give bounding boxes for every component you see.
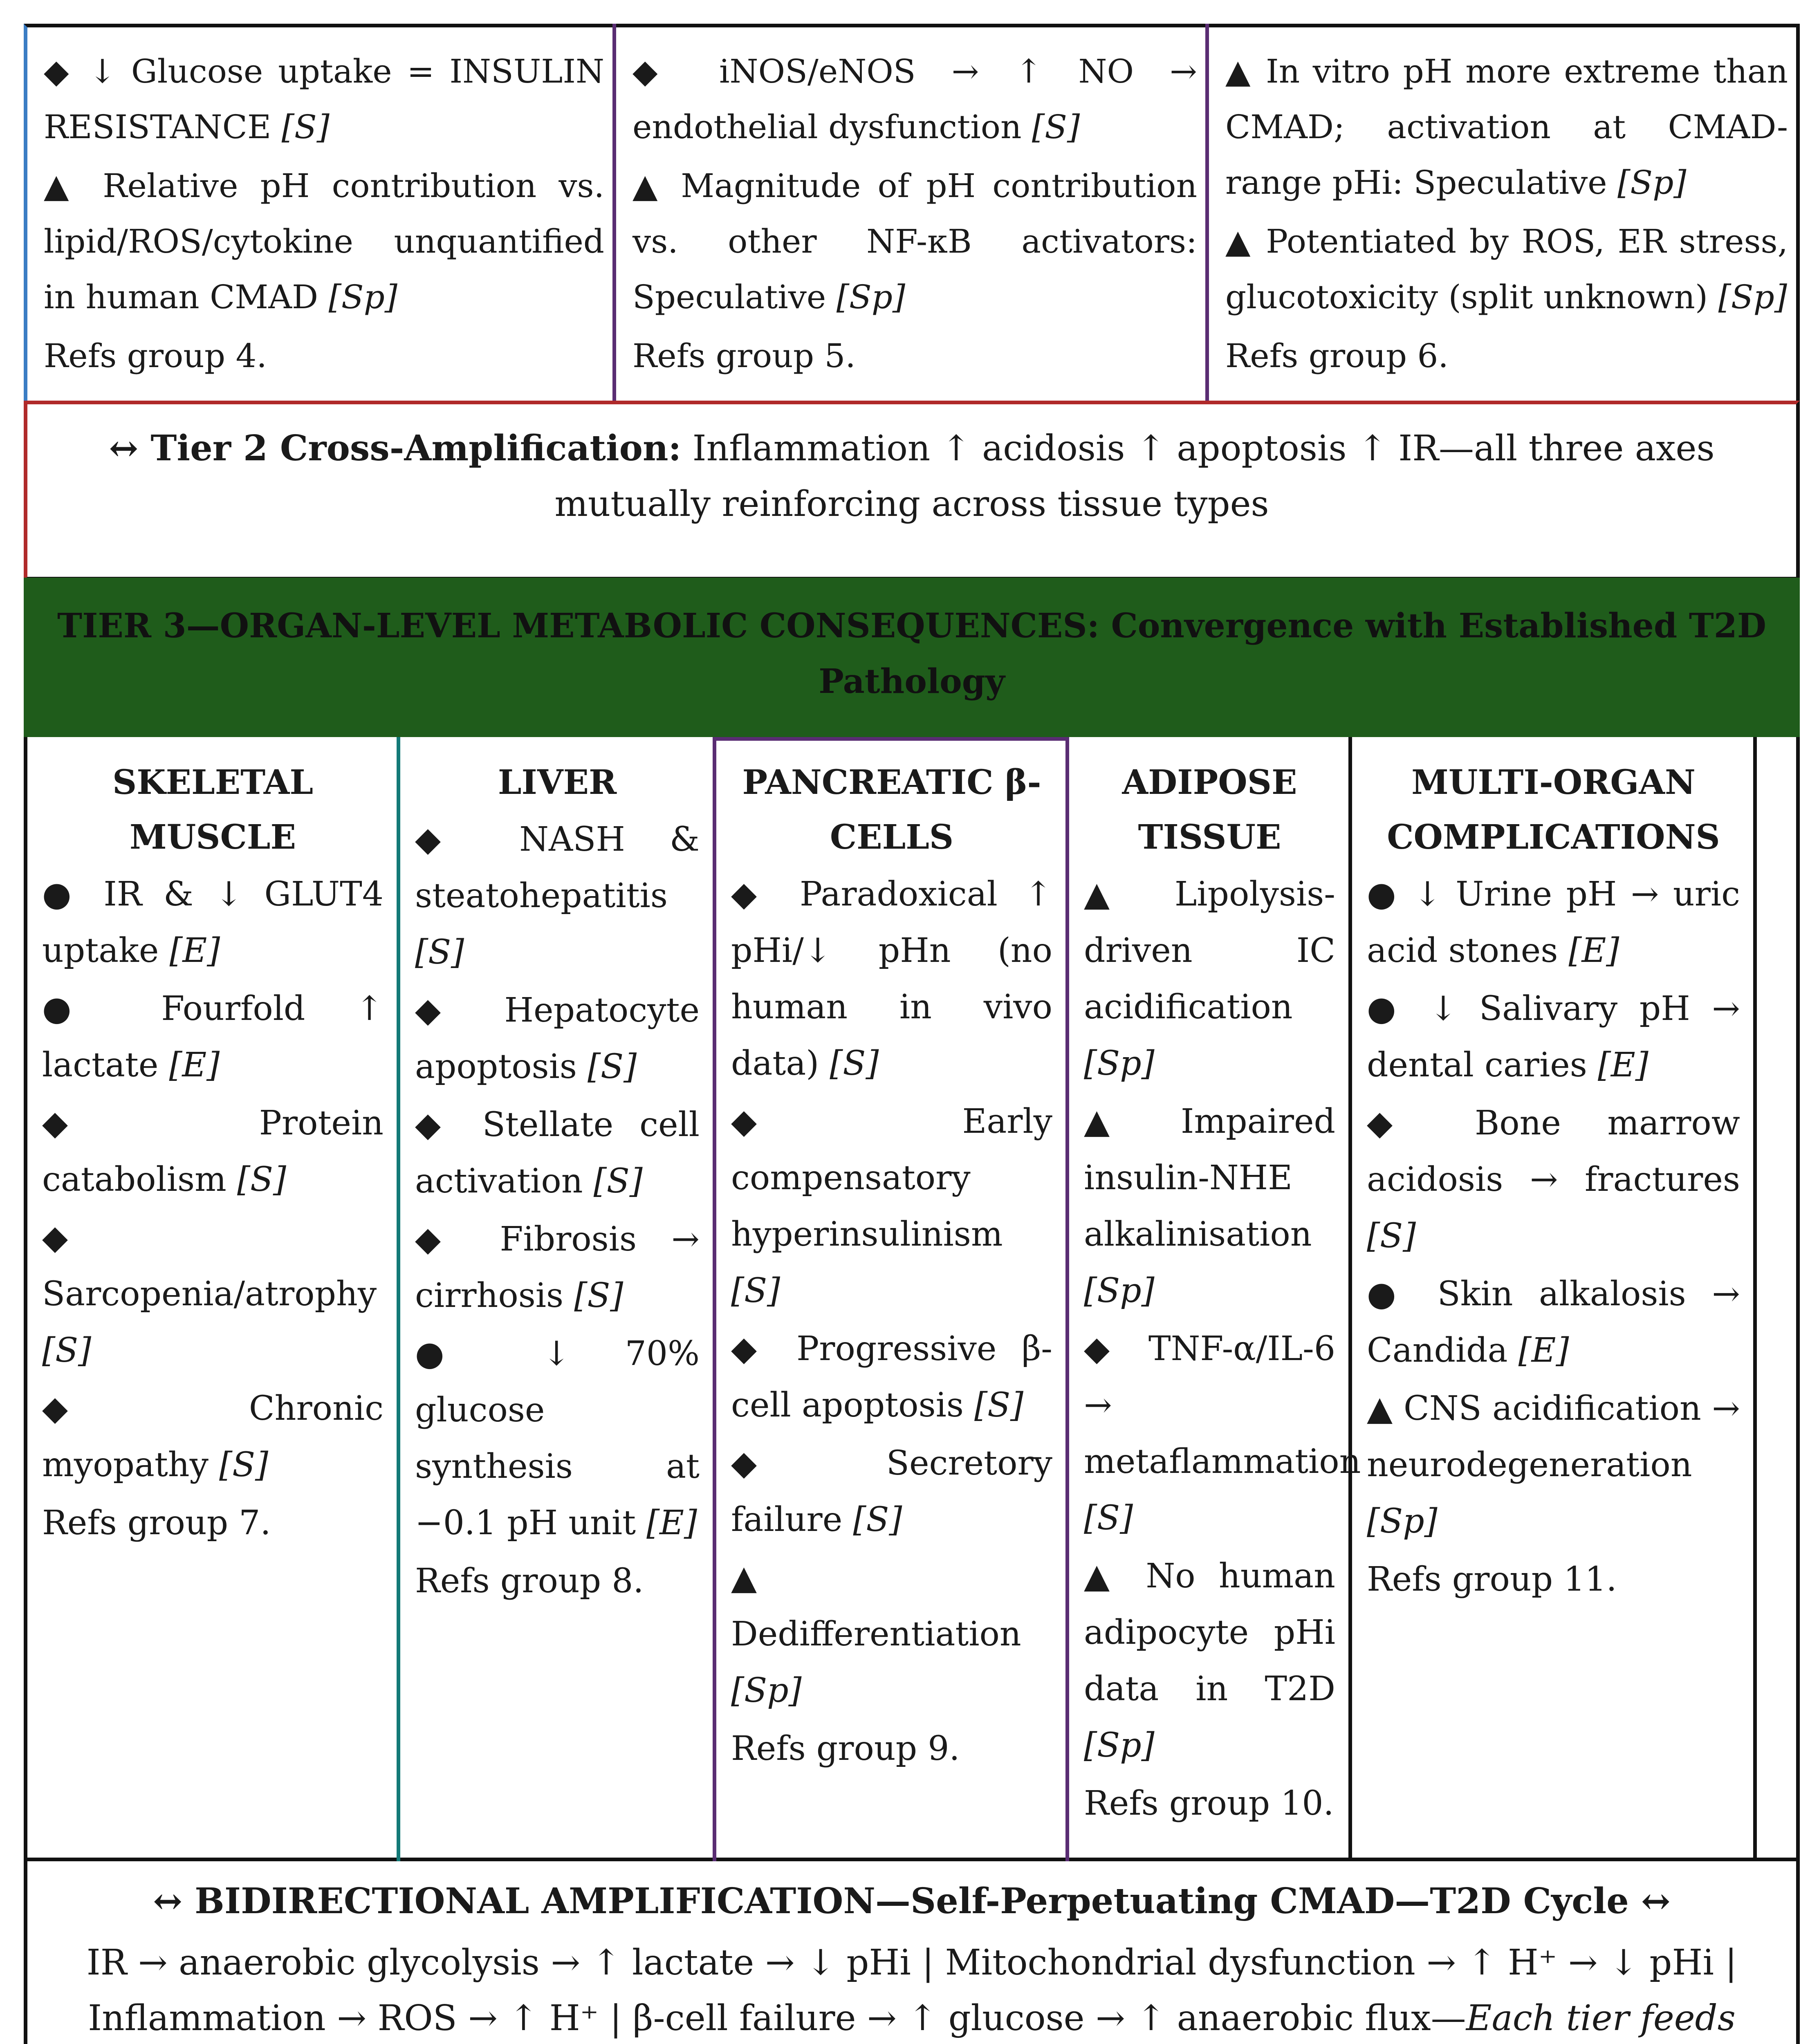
tier3-header: TIER 3—ORGAN-LEVEL METABOLIC CONSEQUENCES: Convergence with Established T2D Pathology bbox=[24, 578, 1800, 737]
organ-refs: Refs group 7. bbox=[42, 1504, 271, 1542]
organ-divider-1 bbox=[397, 737, 400, 1861]
organ-refs: Refs group 10. bbox=[1084, 1784, 1334, 1823]
organ-refs: Refs group 9. bbox=[731, 1729, 960, 1768]
tier2-cell-endothelial bbox=[616, 27, 1205, 403]
organ-column-beta-cells bbox=[716, 737, 1065, 1779]
cell-refs: Refs group 4. bbox=[44, 337, 267, 375]
tier2-divider-2 bbox=[1205, 24, 1209, 404]
organ-refs: Refs group 11. bbox=[1367, 1560, 1617, 1599]
organ-item: ● Skin alkalosis → Candida [E] bbox=[1367, 1275, 1740, 1370]
organ-item: ● ↓ Urine pH → uric acid stones [E] bbox=[1367, 875, 1740, 970]
tier2-divider-1 bbox=[612, 24, 616, 404]
cell-line: ▲ Potentiated by ROS, ER stress, glucotoxicity (split unknown) [Sp] bbox=[1225, 222, 1788, 316]
organ-item: ◆ Fibrosis → cirrhosis [S] bbox=[415, 1220, 700, 1315]
cross-amplification-text: Inflammation ↑ acidosis ↑ apoptosis ↑ IR—all three axes mutually reinforcing across tissue types bbox=[554, 428, 1715, 524]
organ-title: MULTI-ORGAN COMPLICATIONS bbox=[1387, 763, 1720, 857]
cell-line: ▲ Relative pH contribution vs. lipid/ROS/cytokine unquantified in human CMAD [Sp] bbox=[44, 167, 604, 316]
organ-item: ▲ Impaired insulin-NHE alkalinisation [Sp] bbox=[1084, 1102, 1335, 1310]
organ-column-liver bbox=[400, 737, 713, 1611]
organ-item: ● IR & ↓ GLUT4 uptake [E] bbox=[42, 875, 384, 970]
organ-item: ◆ Bone marrow acidosis → fractures [S] bbox=[1367, 1104, 1740, 1255]
organ-item: ◆ Paradoxical ↑ pHi/↓ pHn (no human in vivo data) [S] bbox=[731, 875, 1052, 1083]
cell-line: ▲ Magnitude of pH contribution vs. other NF-κB activators: Speculative [Sp] bbox=[633, 167, 1197, 316]
cell-refs: Refs group 6. bbox=[1225, 337, 1449, 375]
organ-divider-5 bbox=[1753, 737, 1757, 1861]
organ-title: PANCREATIC β-CELLS bbox=[742, 763, 1041, 857]
organ-item: ◆ Early compensatory hyperinsulinism [S] bbox=[731, 1102, 1052, 1310]
organ-item: ◆ Hepatocyte apoptosis [S] bbox=[415, 991, 700, 1086]
organ-item: ◆ Stellate cell activation [S] bbox=[415, 1105, 700, 1201]
organ-column-adipose bbox=[1069, 737, 1361, 1833]
organ-divider-3 bbox=[1065, 737, 1069, 1861]
organ-item: ◆ NASH & steatohepatitis [S] bbox=[415, 820, 700, 972]
organ-item: ● Fourfold ↑ lactate [E] bbox=[42, 989, 384, 1085]
organ-title: SKELETAL MUSCLE bbox=[112, 763, 313, 857]
cell-refs: Refs group 5. bbox=[633, 337, 856, 375]
organ-item: ▲ Lipolysis-driven IC acidification [Sp] bbox=[1084, 875, 1335, 1083]
cmad-diagram bbox=[24, 24, 1800, 2044]
organ-item: ◆ Protein catabolism [S] bbox=[42, 1104, 384, 1199]
organ-refs: Refs group 8. bbox=[415, 1562, 644, 1600]
organ-item: ◆ Secretory failure [S] bbox=[731, 1444, 1052, 1539]
organ-item: ◆ Chronic myopathy [S] bbox=[42, 1389, 384, 1484]
organ-column-skeletal-muscle bbox=[27, 737, 397, 1553]
cell-line: ▲ In vitro pH more extreme than CMAD; activation at CMAD-range pHi: Speculative [Sp] bbox=[1225, 52, 1788, 202]
tier2-cell-apoptosis bbox=[1209, 27, 1796, 403]
tier2-cell-insulin-resistance bbox=[27, 27, 612, 403]
cell-line: ◆ ↓ Glucose uptake = INSULIN RESISTANCE [S] bbox=[44, 52, 604, 146]
organ-item: ● ↓ 70% glucose synthesis at −0.1 pH unit [E] bbox=[415, 1334, 700, 1542]
cross-amplification-label: ↔ Tier 2 Cross-Amplification: bbox=[109, 428, 682, 469]
bidirectional-title: ↔ BIDIRECTIONAL AMPLIFICATION—Self-Perpetuating CMAD—T2D Cycle ↔ bbox=[153, 1880, 1671, 1922]
organ-title: LIVER bbox=[498, 763, 617, 802]
organ-divider-4 bbox=[1348, 737, 1352, 1861]
bidirectional-box bbox=[24, 1861, 1800, 2044]
organ-item: ◆ Sarcopenia/atrophy [S] bbox=[42, 1218, 377, 1370]
organ-divider-2 bbox=[713, 737, 716, 1861]
cell-line: ◆ iNOS/eNOS → ↑ NO → endothelial dysfunction [S] bbox=[633, 52, 1197, 146]
bidirectional-body: IR → anaerobic glycolysis → ↑ lactate → ↓ pHi | Mitochondrial dysfunction → ↑ H⁺ → ↓ pHi | Inflammation → ROS → ↑ H⁺ | β-cell failure → ↑ glucose → ↑ anaerobic flux—Each tier feeds bbox=[86, 1942, 1737, 2039]
organ-item: ▲ No human adipocyte pHi data in T2D [Sp] bbox=[1084, 1557, 1335, 1765]
cross-amplification-band bbox=[24, 401, 1800, 580]
organ-item: ◆ Progressive β-cell apoptosis [S] bbox=[731, 1329, 1052, 1425]
organ-item: ▲ CNS acidification → neurodegeneration [Sp] bbox=[1367, 1389, 1740, 1541]
organ-title: ADIPOSE TISSUE bbox=[1122, 763, 1297, 857]
organ-item: ▲ Dedifferentiation [Sp] bbox=[731, 1558, 1021, 1710]
organ-item: ◆ TNF-α/IL-6 → metaflammation [S] bbox=[1084, 1329, 1361, 1537]
organ-item: ● ↓ Salivary pH → dental caries [E] bbox=[1367, 989, 1740, 1085]
organ-column-multi-organ bbox=[1352, 737, 1753, 1609]
